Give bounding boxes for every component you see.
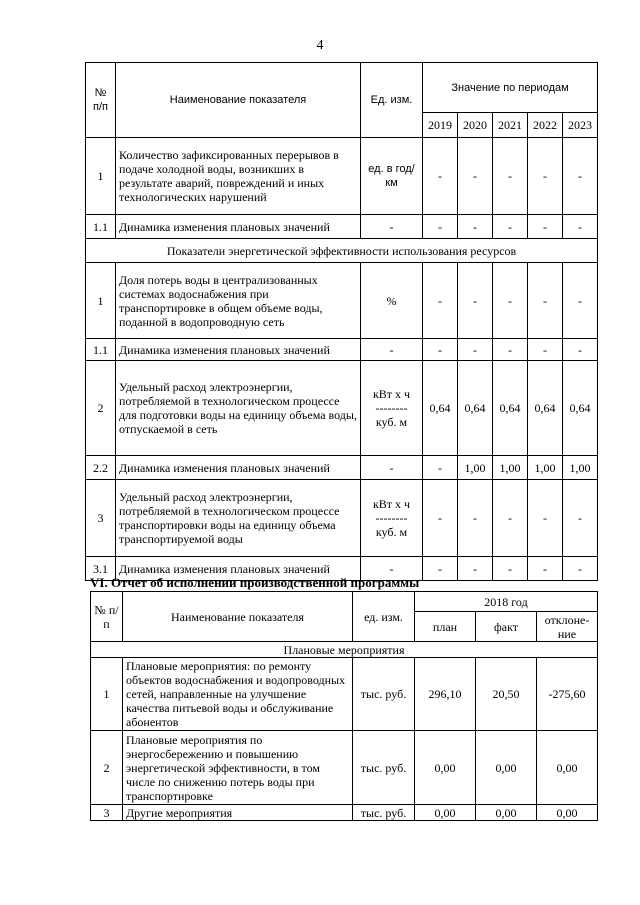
- row-value: -: [458, 215, 493, 239]
- row-name: Динамика изменения плановых значений: [116, 339, 361, 361]
- row-value: -: [528, 215, 563, 239]
- row-value: 1,00: [528, 456, 563, 480]
- header-num: № п/п: [91, 592, 123, 642]
- header-year: 2020: [458, 113, 493, 138]
- row-value: 1,00: [458, 456, 493, 480]
- row-value: 1,00: [563, 456, 598, 480]
- row-unit: %: [361, 263, 423, 339]
- row-value: -: [423, 263, 458, 339]
- row-value: -: [423, 456, 458, 480]
- unit-denominator: куб. м: [375, 525, 408, 539]
- header-periods: Значение по периодам: [423, 63, 598, 113]
- row-unit: тыс. руб.: [353, 731, 415, 805]
- row-value: 0,64: [458, 361, 493, 456]
- row-unit: -: [361, 339, 423, 361]
- row-value: -: [423, 339, 458, 361]
- header-plan: план: [415, 612, 476, 642]
- row-unit: ед. в год/км: [361, 138, 423, 215]
- row-value: 0,64: [563, 361, 598, 456]
- row-value: -: [458, 263, 493, 339]
- row-name: Удельный расход электроэнергии, потребляемой в технологическом процессе транспортировки воды на единицу объема транспортируемой воды: [116, 480, 361, 557]
- row-plan: 296,10: [415, 658, 476, 731]
- row-fact: 20,50: [476, 658, 537, 731]
- program-report-table: [90, 591, 598, 821]
- row-name: Плановые мероприятия: по ремонту объектов водоснабжения и водопроводных сетей, направленные на улучшение качества питьевой воды и обслуживание абонентов: [123, 658, 353, 731]
- header-year: 2023: [563, 113, 598, 138]
- row-value: 1,00: [493, 456, 528, 480]
- row-unit: -: [361, 456, 423, 480]
- row-num: 2: [86, 361, 116, 456]
- row-value: -: [493, 215, 528, 239]
- row-value: -: [528, 557, 563, 581]
- row-value: -: [493, 138, 528, 215]
- table-row: [86, 339, 598, 361]
- header-deviation: отклоне-ние: [537, 612, 598, 642]
- row-fact: 0,00: [476, 731, 537, 805]
- row-unit: [361, 480, 423, 557]
- section-heading: VI. Отчет об исполнении производственной программы: [90, 575, 420, 590]
- row-value: -: [458, 339, 493, 361]
- row-value: 0,64: [423, 361, 458, 456]
- section-title: Плановые мероприятия: [91, 642, 598, 658]
- row-fact: 0,00: [476, 805, 537, 821]
- row-plan: 0,00: [415, 805, 476, 821]
- table-row: [91, 731, 598, 805]
- row-value: -: [493, 480, 528, 557]
- row-name: Удельный расход электроэнергии, потребляемой в технологическом процессе для подготовки воды на единицу объема воды, отпускаемой в сеть: [116, 361, 361, 456]
- row-num: 1.1: [86, 339, 116, 361]
- row-value: -: [493, 557, 528, 581]
- row-value: -: [528, 339, 563, 361]
- page-number: 4: [316, 38, 324, 53]
- header-unit: ед. изм.: [353, 592, 415, 642]
- section-title: Показатели энергетической эффективности использования ресурсов: [86, 239, 598, 263]
- header-year: 2019: [423, 113, 458, 138]
- row-num: 2.2: [86, 456, 116, 480]
- row-num: 1: [86, 263, 116, 339]
- indicators-table: [85, 62, 598, 581]
- row-unit: -: [361, 557, 423, 581]
- header-name: Наименование показателя: [123, 592, 353, 642]
- row-num: 2: [91, 731, 123, 805]
- header-name: Наименование показателя: [116, 63, 361, 138]
- row-value: -: [493, 263, 528, 339]
- unit-numerator: кВт х ч: [372, 497, 411, 511]
- row-num: 3: [86, 480, 116, 557]
- row-value: -: [563, 339, 598, 361]
- row-value: -: [423, 215, 458, 239]
- row-plan: 0,00: [415, 731, 476, 805]
- row-name: Динамика изменения плановых значений: [116, 456, 361, 480]
- row-value: 0,64: [493, 361, 528, 456]
- row-value: -: [563, 215, 598, 239]
- row-num: 1: [86, 138, 116, 215]
- row-value: 0,64: [528, 361, 563, 456]
- row-name: Доля потерь воды в централизованных системах водоснабжения при транспортировке в общем объеме воды, поданной в водопроводную сеть: [116, 263, 361, 339]
- unit-denominator: куб. м: [375, 415, 408, 429]
- row-value: -: [493, 339, 528, 361]
- row-unit: тыс. руб.: [353, 805, 415, 821]
- row-name: Динамика изменения плановых значений: [116, 215, 361, 239]
- row-num: 3: [91, 805, 123, 821]
- unit-separator: --------: [375, 401, 408, 415]
- row-value: -: [423, 557, 458, 581]
- row-name: Другие мероприятия: [123, 805, 353, 821]
- header-year: 2022: [528, 113, 563, 138]
- row-unit: -: [361, 215, 423, 239]
- row-value: -: [423, 480, 458, 557]
- header-num: № п/п: [86, 63, 116, 138]
- table-row: [91, 805, 598, 821]
- header-unit: Ед. изм.: [361, 63, 423, 138]
- table-row: [86, 456, 598, 480]
- row-name: Количество зафиксированных перерывов в подаче холодной воды, возникших в результате аварий, повреждений и иных технологических нарушений: [116, 138, 361, 215]
- row-value: -: [528, 138, 563, 215]
- header-year: 2021: [493, 113, 528, 138]
- row-name: Динамика изменения плановых значений: [116, 557, 361, 581]
- row-num: 1.1: [86, 215, 116, 239]
- table-row: [86, 361, 598, 456]
- table-row: [86, 263, 598, 339]
- row-value: -: [423, 138, 458, 215]
- row-unit: тыс. руб.: [353, 658, 415, 731]
- table-row: [91, 658, 598, 731]
- row-value: -: [563, 138, 598, 215]
- row-num: 1: [91, 658, 123, 731]
- row-value: -: [458, 557, 493, 581]
- header-fact: факт: [476, 612, 537, 642]
- row-name: Плановые мероприятия по энергосбережению и повышению энергетической эффективности, в том числе по снижению потерь воды при транспортировке: [123, 731, 353, 805]
- row-num: 3.1: [86, 557, 116, 581]
- row-deviation: 0,00: [537, 805, 598, 821]
- row-deviation: 0,00: [537, 731, 598, 805]
- unit-numerator: кВт х ч: [372, 387, 411, 401]
- row-value: -: [528, 480, 563, 557]
- row-value: -: [563, 557, 598, 581]
- table-row: [86, 138, 598, 215]
- row-value: -: [528, 263, 563, 339]
- row-value: -: [563, 480, 598, 557]
- row-value: -: [458, 138, 493, 215]
- table-row: [86, 480, 598, 557]
- row-deviation: -275,60: [537, 658, 598, 731]
- row-value: -: [458, 480, 493, 557]
- unit-separator: --------: [375, 511, 408, 525]
- row-value: -: [563, 263, 598, 339]
- row-unit: [361, 361, 423, 456]
- table-row: [86, 215, 598, 239]
- header-year: 2018 год: [415, 592, 598, 612]
